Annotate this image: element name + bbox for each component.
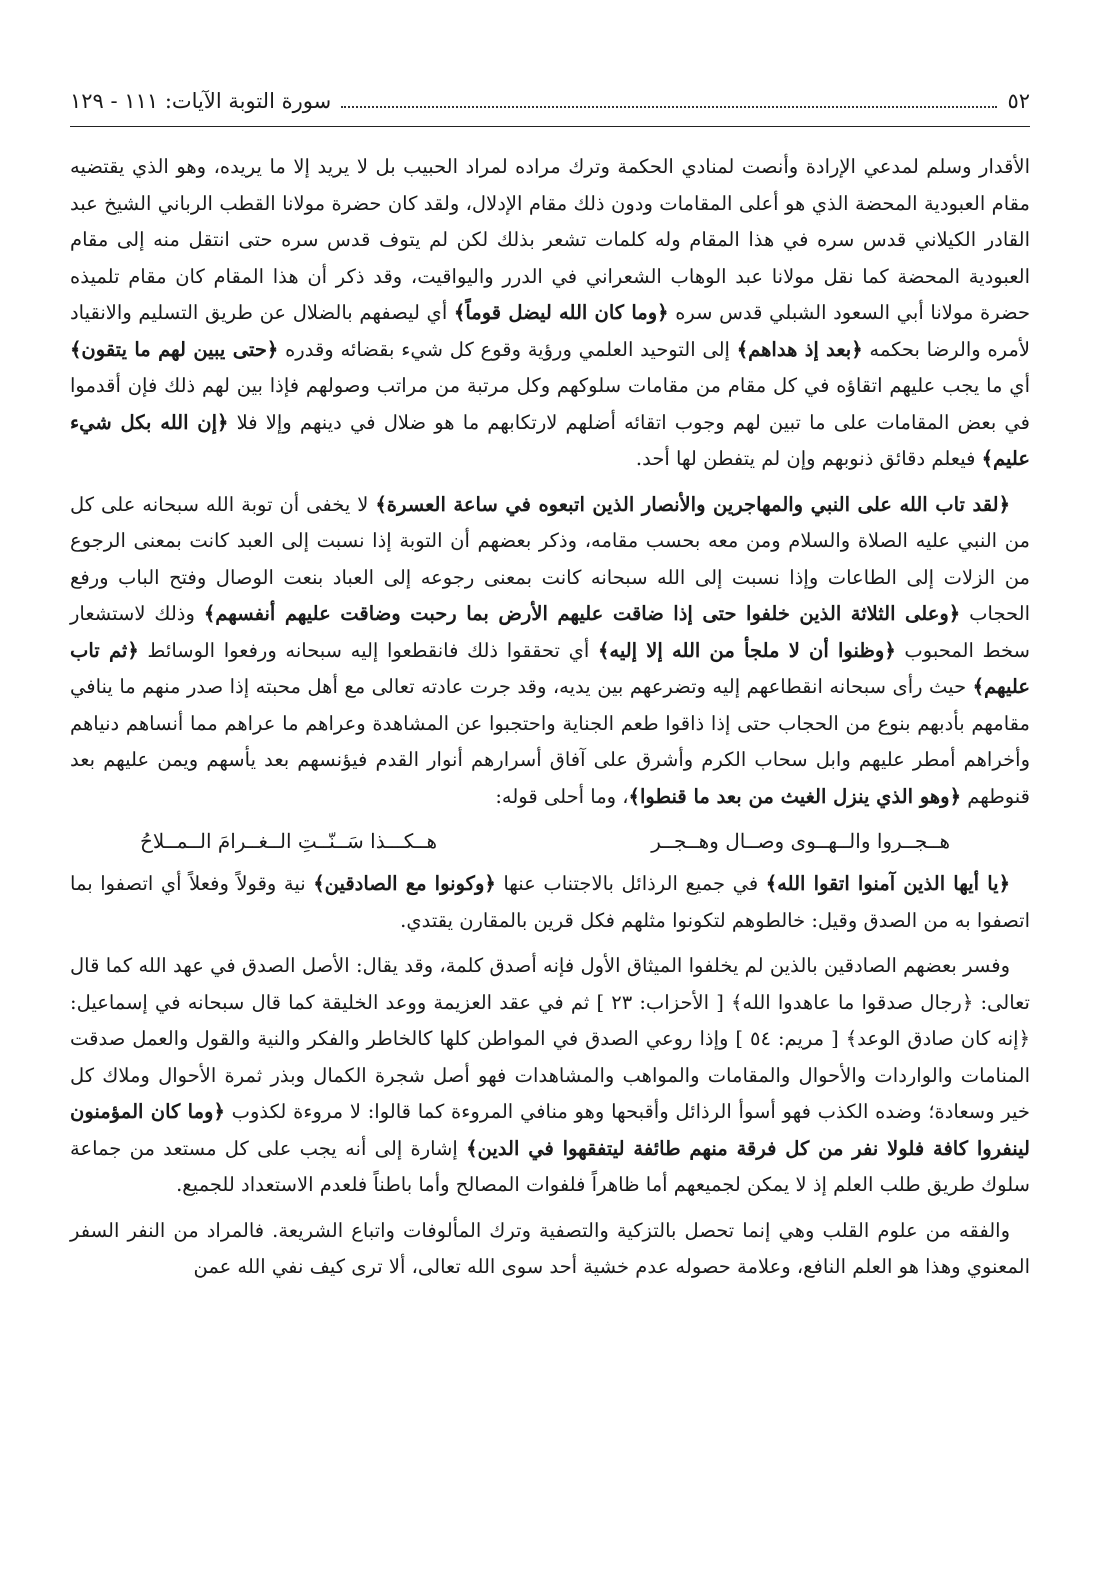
quran-quote: ﴿حتى يبين لهم ما يتقون﴾ [70,337,279,361]
poetry-verse [70,824,1030,858]
text-run: ﴿رجال صدقوا ما عاهدوا الله﴾ [731,990,974,1014]
running-title: سورة التوبة الآيات: ١١١ - ١٢٩ [70,89,332,113]
running-header [70,86,1030,127]
text-run: ، وما أحلى قوله: [495,784,629,808]
text-run: فيعلم دقائق ذنوبهم وإن لم يتفطن لها أحد. [635,447,982,470]
text-run: [ مريم: ٥٤ ] وإذا روعي الصدق في المواطن كلها كالخاطر والفكر والنية والقول والعمل صدقت المنامات والواردات والأحوال والمقامات والمواهب والمشاهدات فهو أصل شجرة الكمال وبذر ثمرة الأحوال وملاك كل خير وسعادة؛ وضده الكذب فهو أسوأ الرذائل وأقبحها وهو منافي المروءة كما قالوا: لا مروءة لكذوب [70,1027,1030,1123]
text-run: إشارة إلى أنه يجب على كل مستعد من جماعة سلوك طريق طلب العلم إذ لا يمكن لجميعهم أما ظاهراً فلفوات المصالح وأما باطناً فلعدم الاستعداد للجميع. [70,1136,1030,1196]
quran-quote: ﴿يا أيها الذين آمنوا اتقوا الله﴾ [765,872,1010,895]
text-run: لا يخفى أن توبة الله سبحانه على كل من النبي عليه الصلاة والسلام ومن معه بحسب مقامه، وذكر بعضهم أن التوبة إذا نسبت إلى العبد كانت بمعنى الرجوع من الزلات إلى الطاعات وإذا نسبت إلى الله سبحانه كانت بمعنى رجوعه إلى العباد بنعت الوصال وفتح الباب ورفع الحجاب [70,492,1031,625]
text-run: أي ليصفهم بالضلال عن طريق التسليم والانقياد لأمره والرضا بحكمه [70,301,1030,361]
leader-dots [341,106,997,108]
text-run: إلى التوحيد العلمي ورؤية وقوع كل شيء بقضائه وقدره [278,337,737,361]
quran-quote: ﴿وعلى الثلاثة الذين خلفوا حتى إذا ضاقت عليهم الأرض بما رحبت وضاقت عليهم أنفسهم﴾ [203,602,961,625]
body-text [70,149,1030,1286]
quran-quote: ﴿إن الله بكل شيء عليم﴾ [70,410,1030,470]
quran-quote: ﴿وما كان الله ليضل قوماً﴾ [453,301,669,324]
paragraph [70,487,1030,816]
quran-quote: ﴿وكونوا مع الصادقين﴾ [313,872,496,895]
text-run: أي تحققوا ذلك فانقطعوا إليه سبحانه ورفعوا الوسائط [138,638,598,662]
text-run: والفقه من علوم القلب وهي إنما تحصل بالتزكية والتصفية وترك المألوفات واتباع الشريعة. فالمراد من النفر السفر المعنوي وهذا هو العلم النافع، وعلامة حصوله عدم خشية أحد سوى الله تعالى، ألا ترى كيف نفي الله عمن [70,1218,1030,1278]
quran-quote: ﴿وظنوا أن لا ملجأ من الله إلا إليه﴾ [597,638,896,662]
quran-quote: ﴿وهو الذي ينزل الغيث من بعد ما قنطوا﴾ [628,784,962,808]
paragraph [70,1213,1030,1286]
quran-quote: ﴿بعد إذ هداهم﴾ [736,337,863,361]
quran-quote: ﴿ثم تاب عليهم﴾ [70,638,1030,698]
text-run: حيث رأى سبحانه انقطاعهم إليه وتضرعهم بين يديه، وقد جرت عادته تعالى مع أهل محبته إذا صدر منهم ما ينافي مقامهم بأدبهم بنوع من الحجاب حتى إذا ذاقوا طعم الجناية واحتجبوا عن المشاهدة وعراهم ما عراهم مما أنساهم دنياهم وأخراهم أمطر عليهم وابل سحاب الكرم وأشرق على آفاق أسرارهم أنوار القدم فيؤنسهم بعد يأسهم ويمن عليهم بعد قنوطهم [70,675,1030,808]
paragraph [70,866,1030,939]
paragraph [70,149,1030,478]
text-run: [ الأحزاب: ٢٣ ] ثم في عقد العزيمة ووعد الخليقة كما قال سبحانه في إسماعيل: [70,990,731,1014]
text-run: وذلك لاستشعار سخط المحبوب [70,602,1030,662]
quran-quote: ﴿وما كان المؤمنون لينفروا كافة فلولا نفر من كل فرقة منهم طائفة ليتفقهوا في الدين﴾ [70,1100,1030,1160]
text-run: وفسر بعضهم الصادقين بالذين لم يخلفوا الميثاق الأول فإنه أصدق كلمة، وقد يقال: الأصل الصدق في عهد الله كما قال تعالى: [70,954,1030,1014]
text-run: أي ما يجب عليهم اتقاؤه في كل مقام من مقامات سلوكهم وكل مرتبة من مراتب وصولهم فإذا بين لهم ذلك فإن أقدموا في بعض المقامات على ما تبين لهم وجوب اتقائه أضلهم لارتكابهم ما هو ضلال في دينهم وإلا فلا [70,374,1031,434]
verse-hemistich-left: هــكـــذا سَــنّــتِ الــغــرامَ الــمــلاحُ [140,829,438,853]
text-run: الأقدار وسلم لمدعي الإرادة وأنصت لمنادي الحكمة وترك مراده لمراد الحبيب بل لا يريد إلا ما يريده، وهو الذي يقتضيه مقام العبودية المحضة الذي هو أعلى المقامات ودون ذلك مقام الإدلال، ولقد كان حضرة مولانا القطب الرباني الشيخ عبد القادر الكيلاني قدس سره في هذا المقام وله كلمات تشعر بذلك لكن لم يتوف قدس سره حتى انتقل منه إلى مقام العبودية المحضة كما نقل مولانا عبد الوهاب الشعراني في الدرر واليواقيت، وقد ذكر أن هذا المقام كان مقام تلميذه حضرة مولانا أبي السعود الشبلي قدس سره [70,155,1030,324]
verse-hemistich-right: هــجــروا والــهــوى وصــال وهــجــر [651,829,950,853]
text-run: نية وقولاً وفعلاً أي اتصفوا بما اتصفوا به من الصدق وقيل: خالطوهم لتكونوا مثلهم فكل قرين بالمقارن يقتدي. [70,872,1030,932]
paragraph [70,948,1030,1204]
quran-quote: ﴿لقد تاب الله على النبي والمهاجرين والأنصار الذين اتبعوه في ساعة العسرة﴾ [375,492,1010,516]
page-number: ٥٢ [1007,89,1030,113]
text-run: ﴿إنه كان صادق الوعد﴾ [845,1027,1030,1050]
text-run: في جميع الرذائل بالاجتناب عنها [495,872,766,895]
